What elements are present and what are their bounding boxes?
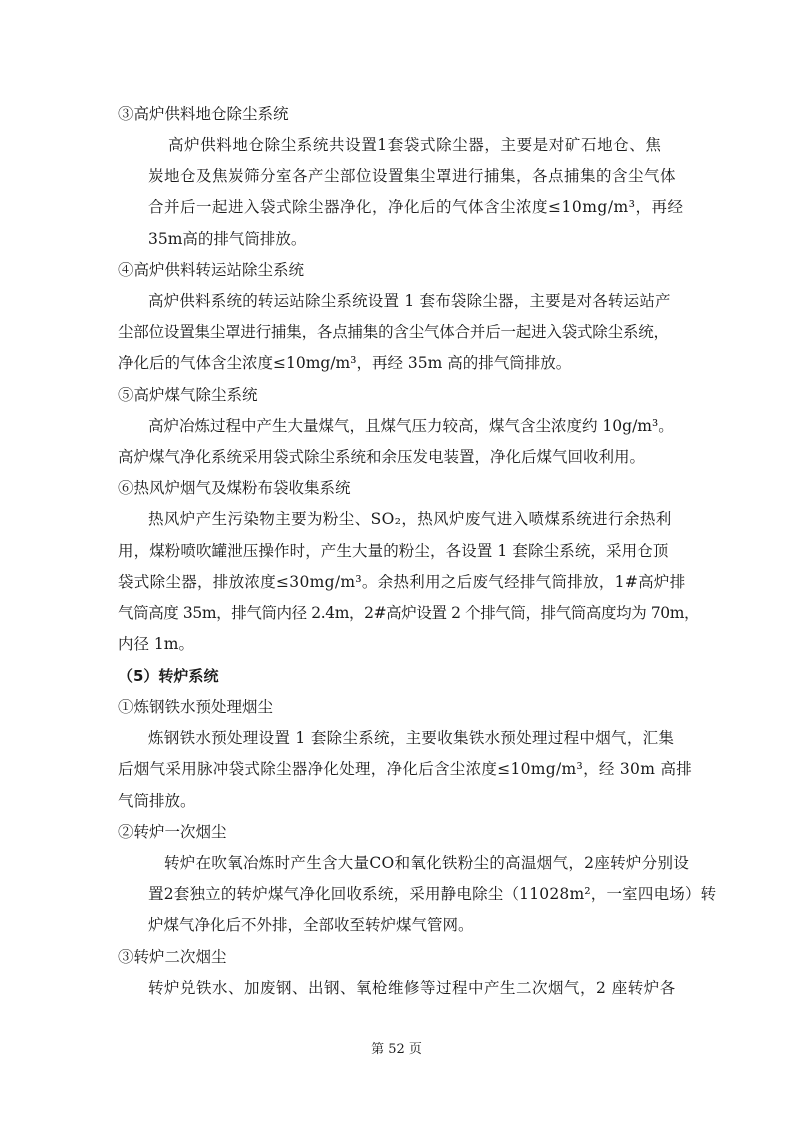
page-number: 第 52 页 xyxy=(371,1042,422,1057)
paragraph-line: 高炉冶炼过程中产生大量煤气，且煤气压力较高，煤气含尘浓度约 10g/m³。 xyxy=(148,417,674,435)
paragraph-line: 用，煤粉喷吹罐泄压操作时，产生大量的粉尘，各设置 1 套除尘系统，采用仓顶 xyxy=(118,542,669,560)
paragraph-line: 净化后的气体含尘浓度≤10mg/m³，再经 35m 高的排气筒排放。 xyxy=(118,354,572,372)
paragraph-line: 内径 1m。 xyxy=(118,635,194,653)
paragraph-line: 35m高的排气筒排放。 xyxy=(148,230,307,248)
paragraph-line: 转炉兑铁水、加废钢、出钢、氧枪维修等过程中产生二次烟气，2 座转炉各 xyxy=(148,979,676,997)
paragraph-line: 袋式除尘器，排放浓度≤30mg/m³。余热利用之后废气经排气筒排放，1#高炉排 xyxy=(118,573,686,591)
paragraph-line: 合并后一起进入袋式除尘器净化，净化后的气体含尘浓度≤10mg/m³，再经 xyxy=(148,198,684,216)
paragraph-line: 炼钢铁水预处理设置 1 套除尘系统，主要收集铁水预处理过程中烟气，汇集 xyxy=(148,729,675,747)
paragraph-line: 热风炉产生污染物主要为粉尘、SO₂，热风炉废气进入喷煤系统进行余热利 xyxy=(148,510,672,528)
paragraph-line: 高炉供料地仓除尘系统共设置1套袋式除尘器，主要是对矿石地仓、焦 xyxy=(168,136,662,154)
paragraph-line: 炭地仓及焦炭筛分室各产尘部位设置集尘罩进行捕集，各点捕集的含尘气体 xyxy=(148,167,677,185)
paragraph-line: 转炉在吹氧冶炼时产生含大量CO和氧化铁粉尘的高温烟气，2座转炉分别设 xyxy=(164,854,690,872)
paragraph-line: 气筒排放。 xyxy=(118,792,196,810)
paragraph-line: 后烟气采用脉冲袋式除尘器净化处理，净化后含尘浓度≤10mg/m³，经 30m 高排 xyxy=(118,760,693,778)
section-heading-c1: ①炼钢铁水预处理烟尘 xyxy=(118,698,274,716)
paragraph-line: 气筒高度 35m，排气筒内径 2.4m，2#高炉设置 2 个排气筒，排气筒高度均为 70m， xyxy=(118,604,700,622)
paragraph-line: 高炉煤气净化系统采用袋式除尘系统和余压发电装置，净化后煤气回收利用。 xyxy=(118,448,646,466)
section-heading-4: ④高炉供料转运站除尘系统 xyxy=(118,261,305,279)
section-heading-c3: ③转炉二次烟尘 xyxy=(118,948,227,966)
paragraph-line: 置2套独立的转炉煤气净化回收系统，采用静电除尘（11028m²，一室四电场）转 xyxy=(148,885,717,903)
paragraph-line: 炉煤气净化后不外排，全部收至转炉煤气管网。 xyxy=(148,916,474,934)
section-heading-3: ③高炉供料地仓除尘系统 xyxy=(118,105,289,123)
paragraph-line: 高炉供料系统的转运站除尘系统设置 1 套布袋除尘器，主要是对各转运站产 xyxy=(148,292,671,310)
section-heading-c2: ②转炉一次烟尘 xyxy=(118,823,227,841)
part-heading: （5）转炉系统 xyxy=(118,667,219,685)
paragraph-line: 尘部位设置集尘罩进行捕集，各点捕集的含尘气体合并后一起进入袋式除尘系统， xyxy=(118,323,669,341)
section-heading-5: ⑤高炉煤气除尘系统 xyxy=(118,386,258,404)
section-heading-6: ⑥热风炉烟气及煤粉布袋收集系统 xyxy=(118,479,351,497)
